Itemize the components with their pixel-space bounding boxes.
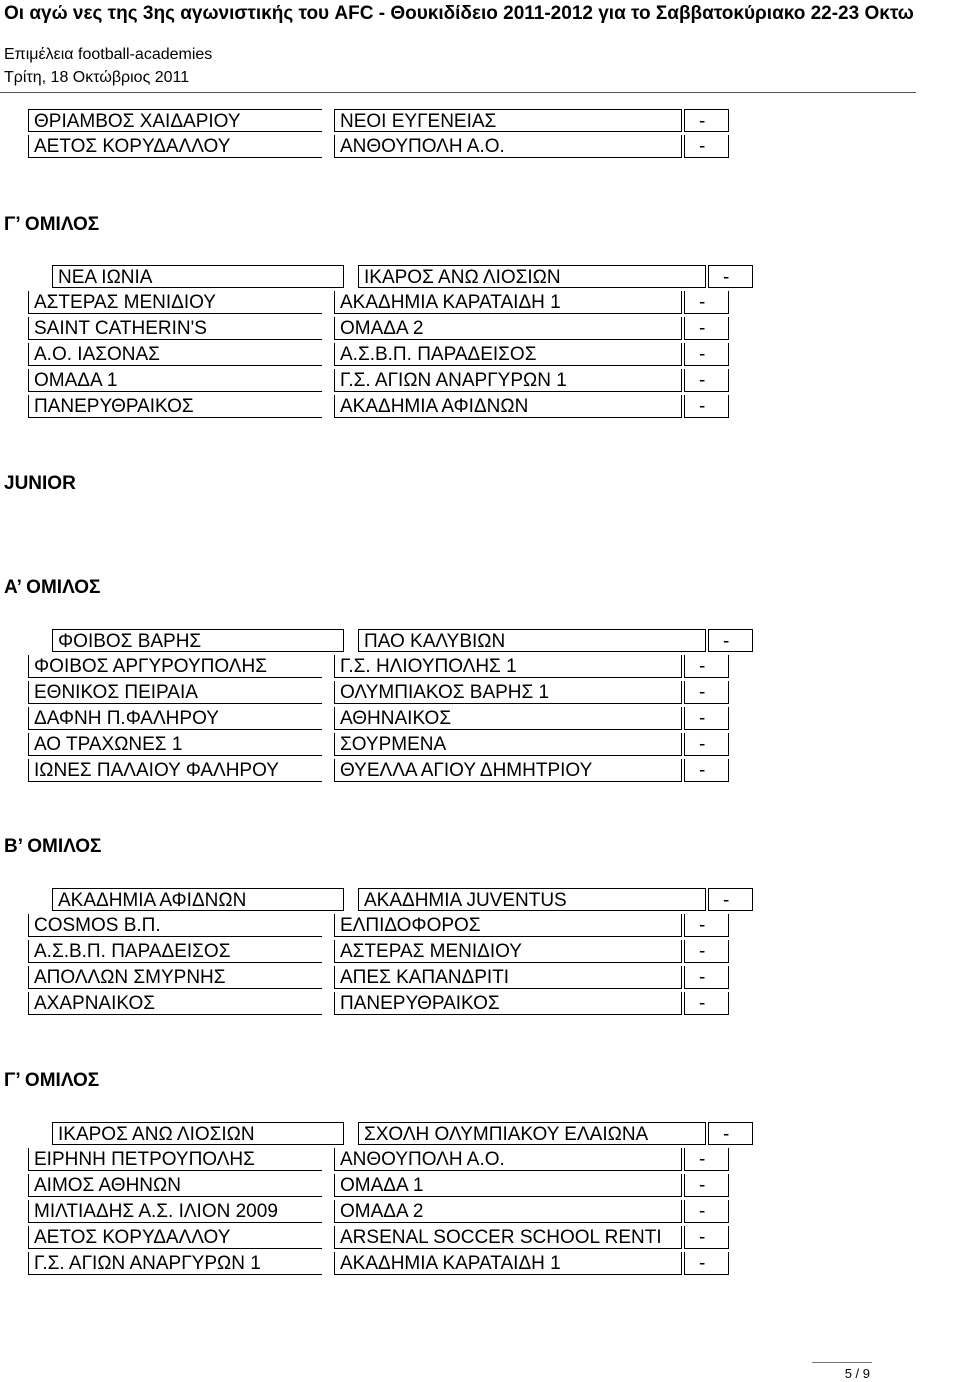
home-team-cell: ΑΚΑΔΗΜΙΑ ΑΦΙΔΝΩΝ: [52, 888, 344, 911]
header-title: Οι αγώ νες της 3ης αγωνιστικής του AFC - Θουκιδίδειο 2011-2012 για το Σαββατοκύριακο 22-23 Οκτω: [4, 3, 914, 24]
score-cell: -: [708, 1122, 753, 1145]
home-team-cell: ΙΩΝΕΣ ΠΑΛΑΙΟΥ ΦΑΛΗΡΟΥ: [28, 759, 322, 782]
away-team-cell: ARSENAL SOCCER SCHOOL RENTI: [334, 1226, 682, 1249]
away-team-cell: ΑΚΑΔΗΜΙΑ ΑΦΙΔΝΩΝ: [334, 395, 682, 418]
score-cell: -: [684, 681, 729, 704]
away-team-cell: ΑΝΘΟΥΠΟΛΗ Α.Ο.: [334, 1148, 682, 1171]
section-title: Γ’ ΟΜΙΛΟΣ: [4, 1070, 100, 1091]
away-team-cell: ΑΚΑΔΗΜΙΑ ΚΑΡΑΤΑΙΔΗ 1: [334, 291, 682, 314]
away-team-cell: ΟΜΑΔΑ 1: [334, 1174, 682, 1197]
score-cell: -: [708, 265, 753, 288]
score-cell: -: [684, 914, 729, 937]
home-team-cell: ΑΣΤΕΡΑΣ ΜΕΝΙΔΙΟΥ: [28, 291, 322, 314]
score-cell: -: [684, 395, 729, 418]
score-cell: -: [684, 369, 729, 392]
home-team-cell: ΟΜΑΔΑ 1: [28, 369, 322, 392]
home-team-cell: ΝΕΑ ΙΩΝΙΑ: [52, 265, 344, 288]
away-team-cell: ΕΛΠΙΔΟΦΟΡΟΣ: [334, 914, 682, 937]
away-team-cell: ΑΠΕΣ ΚΑΠΑΝΔΡΙΤΙ: [334, 966, 682, 989]
score-cell: -: [684, 940, 729, 963]
header-editor: Επιμέλεια football-academies: [4, 46, 213, 63]
away-team-cell: ΝΕΟΙ ΕΥΓΕΝΕΙΑΣ: [334, 109, 682, 132]
score-cell: -: [708, 888, 753, 911]
score-cell: -: [684, 1174, 729, 1197]
away-team-cell: ΟΜΑΔΑ 2: [334, 317, 682, 340]
score-cell: -: [684, 291, 729, 314]
score-cell: -: [684, 1226, 729, 1249]
home-team-cell: ΙΚΑΡΟΣ ΑΝΩ ΛΙΟΣΙΩΝ: [52, 1122, 344, 1145]
away-team-cell: ΑΝΘΟΥΠΟΛΗ Α.Ο.: [334, 135, 682, 158]
home-team-cell: Γ.Σ. ΑΓΙΩΝ ΑΝΑΡΓΥΡΩΝ 1: [28, 1252, 322, 1275]
score-cell: -: [684, 1148, 729, 1171]
home-team-cell: Α.Σ.Β.Π. ΠΑΡΑΔΕΙΣΟΣ: [28, 940, 322, 963]
section-title: Α’ ΟΜΙΛΟΣ: [4, 577, 101, 598]
away-team-cell: ΟΜΑΔΑ 2: [334, 1200, 682, 1223]
section-title: Γ’ ΟΜΙΛΟΣ: [4, 214, 100, 235]
header-divider: [0, 92, 916, 93]
page-number: 5 / 9: [844, 1366, 870, 1381]
footer-divider: [812, 1362, 872, 1363]
home-team-cell: Α.Ο. ΙΑΣΟΝΑΣ: [28, 343, 322, 366]
header-date: Τρίτη, 18 Οκτώβριος 2011: [4, 69, 190, 86]
away-team-cell: ΠΑΝΕΡΥΘΡΑΙΚΟΣ: [334, 992, 682, 1015]
away-team-cell: ΑΣΤΕΡΑΣ ΜΕΝΙΔΙΟΥ: [334, 940, 682, 963]
home-team-cell: COSMOS Β.Π.: [28, 914, 322, 937]
home-team-cell: ΦΟΙΒΟΣ ΑΡΓΥΡΟΥΠΟΛΗΣ: [28, 655, 322, 678]
home-team-cell: ΠΑΝΕΡΥΘΡΑΙΚΟΣ: [28, 395, 322, 418]
home-team-cell: ΕΙΡΗΝΗ ΠΕΤΡΟΥΠΟΛΗΣ: [28, 1148, 322, 1171]
away-team-cell: ΘΥΕΛΛΑ ΑΓΙΟΥ ΔΗΜΗΤΡΙΟΥ: [334, 759, 682, 782]
away-team-cell: ΣΧΟΛΗ ΟΛΥΜΠΙΑΚΟΥ ΕΛΑΙΩΝΑ: [358, 1122, 706, 1145]
away-team-cell: ΠΑΟ ΚΑΛΥΒΙΩΝ: [358, 629, 706, 652]
score-cell: -: [684, 655, 729, 678]
away-team-cell: ΣΟΥΡΜΕΝΑ: [334, 733, 682, 756]
away-team-cell: Α.Σ.Β.Π. ΠΑΡΑΔΕΙΣΟΣ: [334, 343, 682, 366]
score-cell: -: [684, 966, 729, 989]
home-team-cell: ΑΠΟΛΛΩΝ ΣΜΥΡΝΗΣ: [28, 966, 322, 989]
away-team-cell: Γ.Σ. ΑΓΙΩΝ ΑΝΑΡΓΥΡΩΝ 1: [334, 369, 682, 392]
score-cell: -: [684, 109, 729, 132]
away-team-cell: ΑΚΑΔΗΜΙΑ ΚΑΡΑΤΑΙΔΗ 1: [334, 1252, 682, 1275]
home-team-cell: ΑΧΑΡΝΑΙΚΟΣ: [28, 992, 322, 1015]
away-team-cell: ΙΚΑΡΟΣ ΑΝΩ ΛΙΟΣΙΩΝ: [358, 265, 706, 288]
score-cell: -: [684, 733, 729, 756]
away-team-cell: ΑΘΗΝΑΙΚΟΣ: [334, 707, 682, 730]
home-team-cell: ΔΑΦΝΗ Π.ΦΑΛΗΡΟΥ: [28, 707, 322, 730]
score-cell: -: [708, 629, 753, 652]
home-team-cell: ΦΟΙΒΟΣ ΒΑΡΗΣ: [52, 629, 344, 652]
home-team-cell: ΑΙΜΟΣ ΑΘΗΝΩΝ: [28, 1174, 322, 1197]
away-team-cell: Γ.Σ. ΗΛΙΟΥΠΟΛΗΣ 1: [334, 655, 682, 678]
score-cell: -: [684, 1200, 729, 1223]
home-team-cell: ΕΘΝΙΚΟΣ ΠΕΙΡΑΙΑ: [28, 681, 322, 704]
section-title: Β’ ΟΜΙΛΟΣ: [4, 836, 102, 857]
score-cell: -: [684, 343, 729, 366]
away-team-cell: ΑΚΑΔΗΜΙΑ JUVENTUS: [358, 888, 706, 911]
away-team-cell: ΟΛΥΜΠΙΑΚΟΣ ΒΑΡΗΣ 1: [334, 681, 682, 704]
home-team-cell: ΑΕΤΟΣ ΚΟΡΥΔΑΛΛΟΥ: [28, 1226, 322, 1249]
score-cell: -: [684, 135, 729, 158]
home-team-cell: ΘΡΙΑΜΒΟΣ ΧΑΙΔΑΡΙΟΥ: [28, 109, 322, 132]
score-cell: -: [684, 759, 729, 782]
home-team-cell: ΜΙΛΤΙΑΔΗΣ Α.Σ. ΙΛΙΟΝ 2009: [28, 1200, 322, 1223]
home-team-cell: ΑΕΤΟΣ ΚΟΡΥΔΑΛΛΟΥ: [28, 135, 322, 158]
score-cell: -: [684, 992, 729, 1015]
home-team-cell: ΑΟ ΤΡΑΧΩΝΕΣ 1: [28, 733, 322, 756]
score-cell: -: [684, 317, 729, 340]
section-title-junior: JUNIOR: [4, 473, 76, 494]
score-cell: -: [684, 707, 729, 730]
score-cell: -: [684, 1252, 729, 1275]
home-team-cell: SAINT CATHERIN'S: [28, 317, 322, 340]
